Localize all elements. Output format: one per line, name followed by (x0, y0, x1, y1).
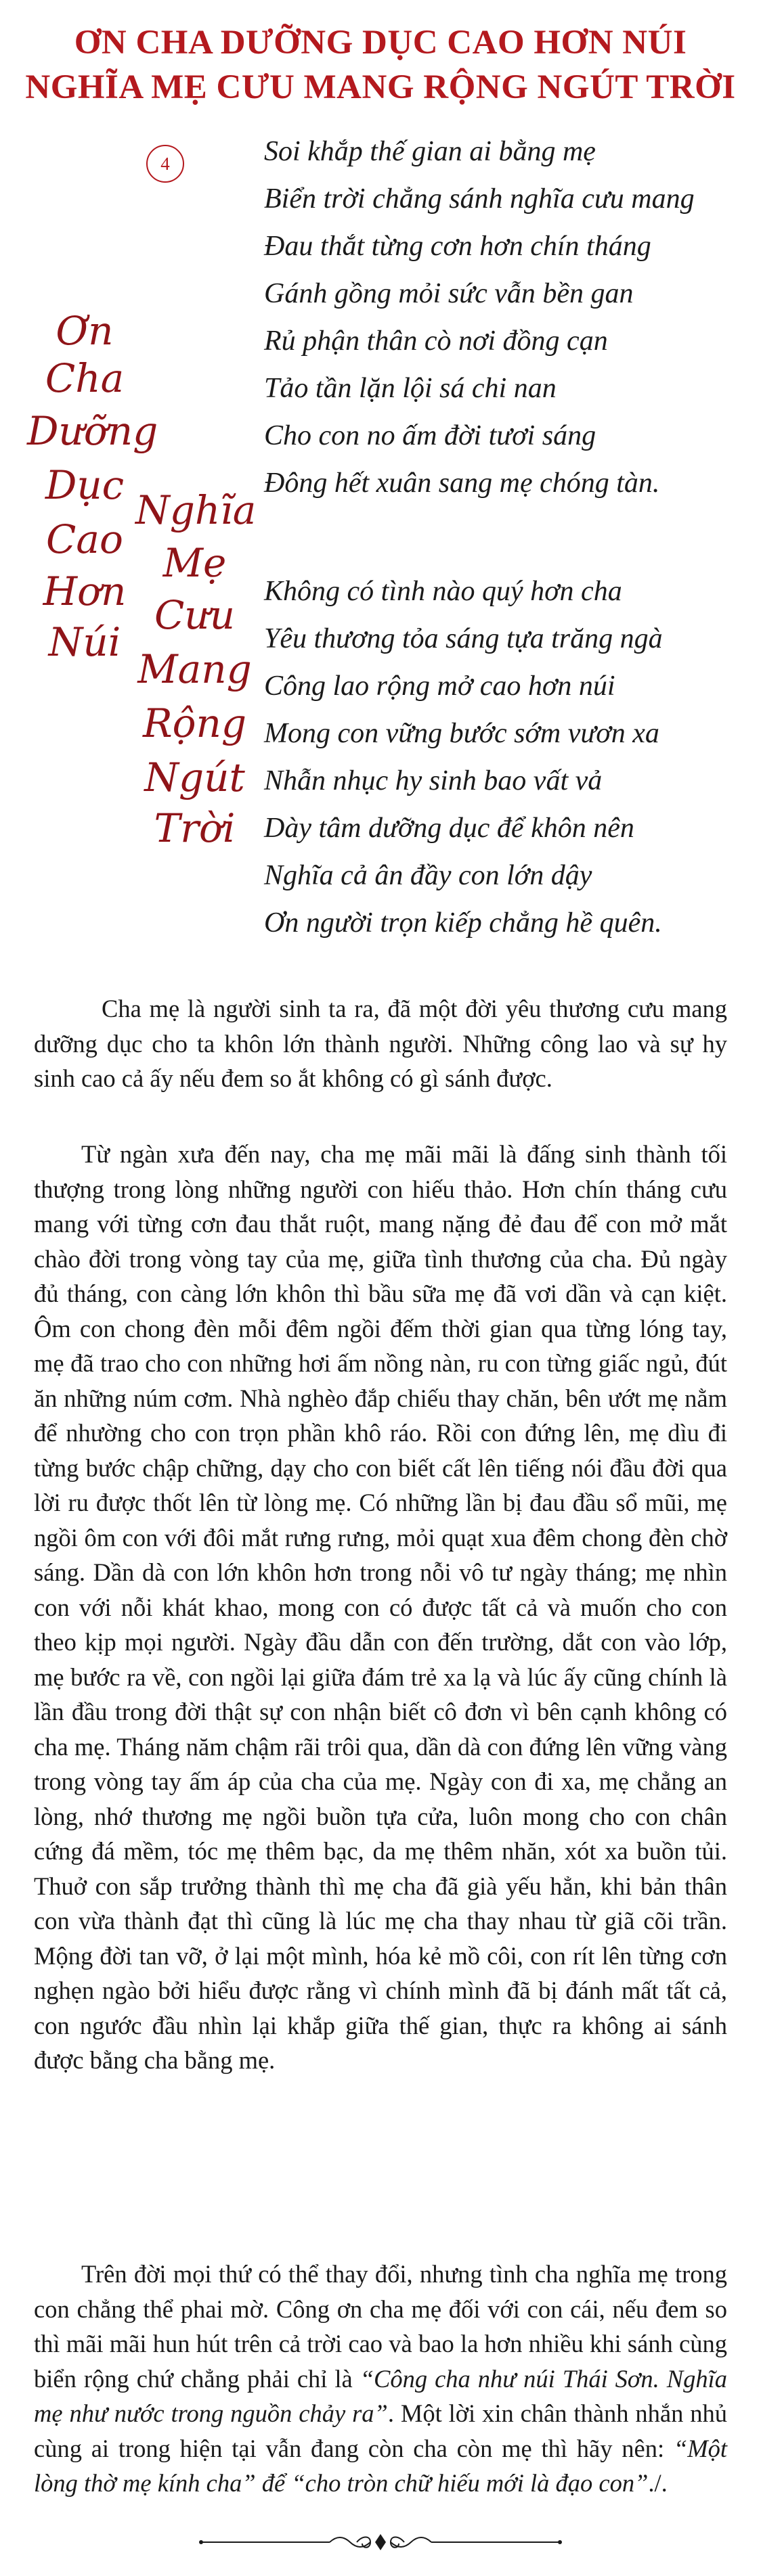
paragraph-closing-text-b: . Một lời xin chân thành nhắn nhủ cùng ai trong hiện tại vẫn đang còn cha còn mẹ thì hãy nên: (34, 2399, 728, 2462)
poem-line: Ơn người trọn kiếp chẳng hề quên. (264, 907, 662, 939)
calligraphy-left-column (27, 308, 158, 687)
page-title (0, 20, 761, 110)
calligraphy-word: Núi (48, 619, 121, 665)
title-line-2: NGHĨA MẸ CƯU MANG RỘNG NGÚT TRỜI (25, 68, 736, 106)
calligraphy-word: Cao (46, 516, 123, 562)
poem-line: Không có tình nào quý hơn cha (264, 576, 622, 607)
quote-proverb-1: “Công cha như núi Thái Sơn. Nghĩa mẹ như nước trong nguồn chảy ra” (34, 2364, 728, 2427)
calligraphy-word: Cưu (154, 592, 236, 638)
paragraph-closing-text-c: ./. (648, 2469, 668, 2497)
calligraphy-word: Dưỡng (27, 408, 158, 454)
paragraph-closing (34, 2257, 727, 2501)
paragraph-main (34, 1137, 727, 2078)
paragraph-intro-text: Cha mẹ là người sinh ta ra, đã một đời yêu thương cưu mang dưỡng dục cho ta khôn lớn thành người. Những công lao và sự hy sinh cao cả ấy nếu đem so ắt không có gì sánh được. (34, 995, 727, 1092)
poem-line: Dày tâm dưỡng dục để khôn nên (264, 813, 634, 844)
calligraphy-word: Ngút (144, 754, 245, 800)
calligraphy-word: Dục (45, 462, 125, 508)
poem-line: Biển trời chẳng sánh nghĩa cưu mang (264, 183, 695, 214)
calligraphy-word: Mẹ (162, 540, 227, 586)
paragraph-main-text: Từ ngàn xưa đến nay, cha mẹ mãi mãi là đấng sinh thành tối thượng trong lòng những người con hiếu thảo. Hơn chín tháng cưu mang với từng cơn đau thắt ruột, mang nặng đẻ đau để con mở mắt chào đời trong vòng tay của mẹ, giữa tình thương của cha. Đủ ngày đủ tháng, con càng lớn khôn thì bầu sữa mẹ đã vơi dần và cạn kiệt. Ôm con chong đèn mỗi đêm ngồi đếm thời gian qua từng lóng tay, mẹ đã trao cho con những hơi ấm nồng nàn, ru con từng giấc ngủ, đút ăn những núm cơm. Nhà nghèo đắp chiếu thay chăn, bên ướt mẹ nằm để nhường cho con trọn phần khô ráo. Rồi con đứng lên, mẹ dìu đi từng bước chập chững, dạy cho con biết cất lên tiếng nói đầu đời qua lời ru được thốt lên từ lòng mẹ. Có những lần bị đau đầu sổ mũi, mẹ ngồi ôm con với đôi mắt rưng rưng, mỏi quạt xua đêm chong đèn chờ sáng. Dần dà con lớn khôn hơn trong nỗi vô tư ngày tháng; mẹ nhìn con với nỗi khát khao, mong con có được tất cả và muốn cho con theo kịp mọi người. Ngày đầu dẫn con đến trường, dắt con vào lớp, mẹ bước ra về, con ngồi lại giữa đám trẻ xa lạ và lúc ấy cũng chính là lần đầu trong đời thật sự con nhận biết cô đơn vì bên cạnh không có cha mẹ. Tháng năm chậm rãi trôi qua, dần dà con đứng lên vững vàng trong vòng tay ấm áp của cha của mẹ. Ngày con đi xa, mẹ chẳng an lòng, nhớ thương mẹ ngồi buồn tựa cửa, luôn mong cho con chân cứng đá mềm, tóc mẹ thêm bạc, da mẹ thêm nhăn, xót xa buồn tủi. Thuở con sắp trưởng thành thì mẹ cha đã già yếu hẳn, khi bản thân con vừa thành đạt thì cũng là lúc mẹ cha thay nhau từ giã cõi trần. Mộng đời tan vỡ, ở lại một mình, hóa kẻ mồ côi, con rít lên từng cơn nghẹn ngào bởi hiểu được rằng vì chính mình đã bị đánh mất tất cả, con ngước đầu nhìn lại khắp giữa thế gian, thực ra không ai sánh được bằng cha bằng mẹ. (34, 1140, 727, 2074)
paragraph-intro (34, 991, 727, 1096)
calligraphy-word: Cha (45, 355, 125, 401)
poem-line: Rủ phận thân cò nơi đồng cạn (264, 325, 608, 357)
title-line-1: ƠN CHA DƯỠNG DỤC CAO HƠN NÚI (74, 24, 687, 62)
calligraphy-word: Trời (154, 805, 236, 851)
calligraphy-word: Rộng (142, 700, 247, 746)
calligraphy-right-column (135, 487, 257, 866)
poem-line: Đông hết xuân sang mẹ chóng tàn. (264, 468, 660, 499)
poem-line: Tảo tần lặn lội sá chi nan (264, 373, 557, 404)
calligraphy-word: Nghĩa (135, 487, 257, 533)
poem-line: Soi khắp thế gian ai bằng mẹ (264, 136, 596, 167)
page-number-badge: 4 (146, 145, 184, 183)
poem-line: Nghĩa cả ân đầy con lớn dậy (264, 860, 592, 891)
poem-line: Đau thắt từng cơn hơn chín tháng (264, 231, 651, 262)
calligraphy-word: Mang (137, 646, 252, 692)
calligraphy-word: Hơn (43, 568, 127, 614)
ornament-divider (194, 2531, 567, 2554)
poem-line: Cho con no ấm đời tươi sáng (264, 420, 596, 451)
paragraph-closing-text-a: Trên đời mọi thứ có thể thay đổi, nhưng tình cha nghĩa mẹ trong con chẳng thể phai mờ. Công ơn cha mẹ đối với con cái, nếu đem so thì mãi mãi hun hút trên cả trời cao và bao la hơn nhiều khi sánh cùng biển rộng chứ chẳng phải chỉ là (34, 2260, 727, 2393)
poem-line: Yêu thương tỏa sáng tựa trăng ngà (264, 623, 663, 654)
poem-line: Gánh gồng mỏi sức vẫn bền gan (264, 278, 634, 309)
poem-line: Công lao rộng mở cao hơn núi (264, 671, 615, 702)
quote-proverb-2: “Một lòng thờ mẹ kính cha” để “cho tròn chữ hiếu mới là đạo con” (34, 2434, 727, 2497)
poem-line: Nhẫn nhục hy sinh bao vất vả (264, 765, 603, 796)
calligraphy-word: Ơn (56, 308, 114, 354)
poem-line: Mong con vững bước sớm vươn xa (264, 718, 659, 749)
